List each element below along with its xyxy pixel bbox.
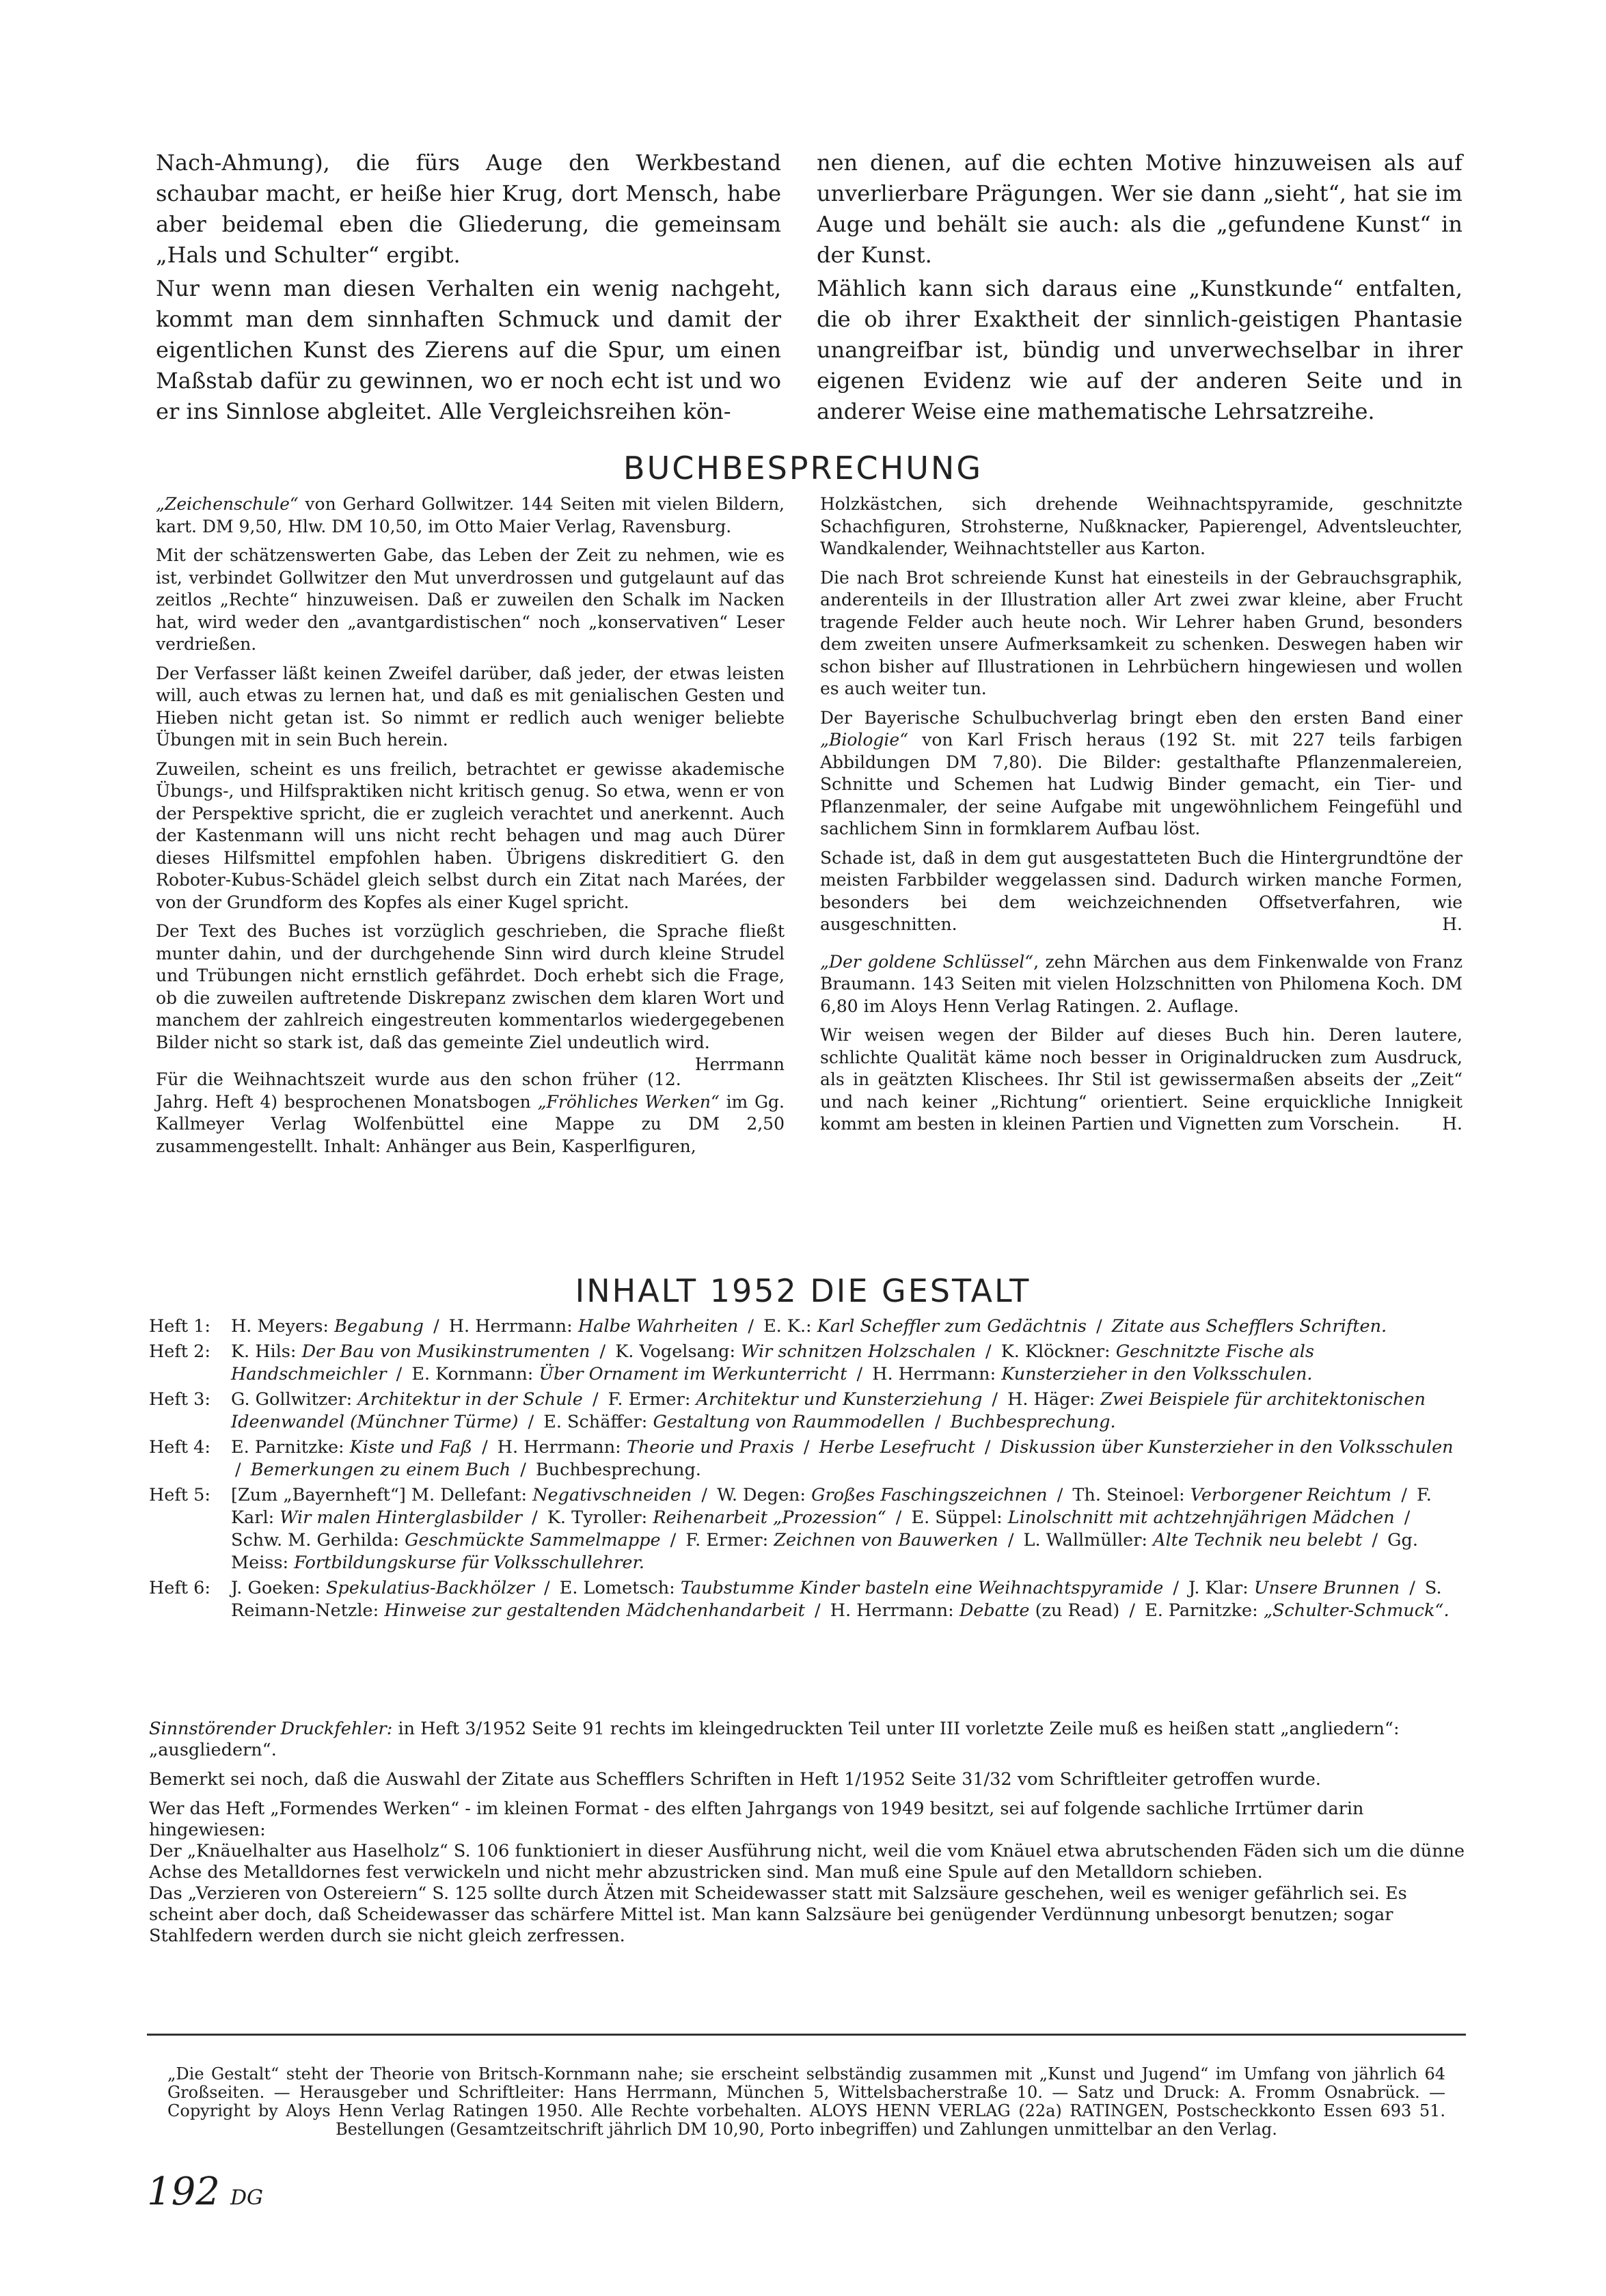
article-title: Debatte bbox=[959, 1600, 1030, 1621]
contents-item bbox=[830, 1600, 1120, 1621]
article-suffix: (zu Read) bbox=[1029, 1600, 1120, 1621]
article-title: Begabung bbox=[334, 1316, 424, 1337]
separator: / bbox=[532, 1507, 538, 1528]
footer-rule bbox=[147, 2034, 1466, 2036]
author: F. Karl: bbox=[231, 1485, 1432, 1528]
contents-item bbox=[717, 1485, 1048, 1505]
author: G. Gollwitzer: bbox=[231, 1389, 358, 1410]
separator: / bbox=[670, 1530, 677, 1550]
contents-row bbox=[149, 1341, 1468, 1386]
article-title: Taubstumme Kinder basteln eine Weihnachtspyramide bbox=[680, 1578, 1164, 1598]
author: H. Herrmann: bbox=[872, 1364, 1002, 1384]
contents-item bbox=[498, 1437, 794, 1458]
note-paragraph: Bemerkt sei noch, daß die Auswahl der Zitate aus Schefflers Schriften in Heft 1/1952 Seite 31/32 vom Schriftleiter getroffen wurde. bbox=[149, 1769, 1321, 1790]
author: Schw. M. Gerhilda: bbox=[231, 1530, 405, 1550]
heft-label: Heft 4: bbox=[149, 1437, 210, 1458]
page-number-block bbox=[147, 2170, 263, 2214]
separator: / bbox=[1057, 1485, 1063, 1505]
contents-item bbox=[1188, 1578, 1400, 1598]
separator: / bbox=[1007, 1530, 1014, 1550]
contents-item bbox=[231, 1578, 534, 1598]
signature: Herrmann bbox=[694, 1054, 785, 1074]
contents-item bbox=[1001, 1437, 1454, 1458]
review-entry: Für die Weihnachtszeit wurde aus den schon früher (12. Jahrg. Heft 4) besprochenen Monatsbogen „Fröhliches Werken“ im Gg. Kallmeyer Verlag Wolfenbüttel eine Mappe zu DM 2,50 zusammengestellt. Inhalt: Anhänger aus Bein, Kasperlfiguren, bbox=[156, 1069, 785, 1156]
note-paragraph: Das „Verzieren von Ostereiern“ S. 125 sollte durch Ätzen mit Scheidewasser statt mit Salzsäure geschehen, weil es weniger gefährlich sei. Es scheint aber doch, daß Scheidewasser das schärfere Mittel ist. Man kann Salzsäure bei genügender Verdünnung unbesorgt benutzen; sogar Stahlfedern werden durch sie nicht gleich zerfressen. bbox=[149, 1883, 1407, 1946]
article-title: Zwei Beispiele für architektonischen Ideenwandel (Münchner Türme) bbox=[231, 1389, 1426, 1432]
contents-item bbox=[231, 1437, 472, 1458]
article-title: Buchbesprechung. bbox=[950, 1412, 1116, 1432]
contents-item bbox=[1072, 1485, 1391, 1505]
article-title: Theorie und Praxis bbox=[626, 1437, 794, 1458]
section-heading-buchbesprechung: BUCHBESPRECHUNG bbox=[623, 450, 983, 487]
contents-item bbox=[819, 1437, 975, 1458]
book-title: „Zeichenschule“ bbox=[156, 494, 299, 514]
contents-item bbox=[1112, 1316, 1387, 1337]
article-title: Geschmückte Sammelmappe bbox=[405, 1530, 661, 1550]
author: W. Degen: bbox=[717, 1485, 812, 1505]
contents-item bbox=[231, 1389, 583, 1410]
section-heading-inhalt: INHALT 1952 DIE GESTALT bbox=[575, 1272, 1031, 1309]
heft-label: Heft 1: bbox=[149, 1316, 210, 1337]
contents-row bbox=[149, 1315, 1468, 1338]
heft-label: Heft 2: bbox=[149, 1341, 210, 1362]
contents-item bbox=[251, 1460, 511, 1480]
separator: / bbox=[544, 1578, 550, 1598]
contents-row bbox=[149, 1484, 1468, 1574]
author: J. Klar: bbox=[1188, 1578, 1254, 1598]
author: K. Tyroller: bbox=[547, 1507, 653, 1528]
article-title: Wir malen Hinterglasbilder bbox=[280, 1507, 523, 1528]
review-entry: „Der goldene Schlüssel“, zehn Märchen aus dem Finkenwalde von Franz Braumann. 143 Seiten mit vielen Holzschnitten von Philomena Koch. DM 6,80 im Aloys Henn Verlag Ratingen. 2. Auflage. bbox=[820, 951, 1462, 1016]
separator: / bbox=[1129, 1600, 1135, 1621]
separator: / bbox=[748, 1316, 754, 1337]
article-title: Architektur und Kunsterziehung bbox=[696, 1389, 983, 1410]
review-paragraph: Der Verfasser läßt keinen Zweifel darüber, daß jeder, der etwas leisten will, auch etwas zu lernen hat, und daß es mit genialischen Gesten und Hieben nicht getan ist. So nimmt er redlich auch weniger beliebte Übungen mit in sein Buch herein. bbox=[156, 663, 785, 750]
contents-item bbox=[411, 1364, 847, 1384]
separator: / bbox=[992, 1389, 998, 1410]
author: E. Lometsch: bbox=[559, 1578, 681, 1598]
author: K. Vogelsang: bbox=[615, 1341, 741, 1362]
article-title: Zeichnen von Bauwerken bbox=[774, 1530, 998, 1550]
review-right-column bbox=[820, 493, 1462, 1136]
journal-abbrev: DG bbox=[230, 2186, 264, 2210]
article-title: Diskussion über Kunsterzieher in den Volksschulen bbox=[1000, 1437, 1454, 1458]
separator: / bbox=[934, 1412, 941, 1432]
article-title: Linolschnitt mit achtzehnjährigen Mädchen bbox=[1007, 1507, 1395, 1528]
article-title: Halbe Wahrheiten bbox=[577, 1316, 739, 1337]
author: Th. Steinoel: bbox=[1072, 1485, 1190, 1505]
contents-item bbox=[231, 1485, 692, 1505]
separator: / bbox=[592, 1389, 599, 1410]
body-paragraph: nen dienen, auf die echten Motive hinzuweisen als auf unverlierbare Prägungen. Wer sie dann „sieht“, hat sie im Auge und behält sie auch: als die „gefundene Kunst“ in der Kunst. bbox=[817, 150, 1462, 268]
article-title: Kiste und Faß bbox=[349, 1437, 472, 1458]
separator: / bbox=[1173, 1578, 1180, 1598]
separator: / bbox=[815, 1600, 821, 1621]
note-title: Sinnstörender Druckfehler: bbox=[149, 1719, 393, 1739]
book-title: „Biologie“ bbox=[820, 730, 908, 750]
review-entry: Der Bayerische Schulbuchverlag bringt eben den ersten Band einer „Biologie“ von Karl Frisch heraus (192 St. mit 227 teils farbigen Abbildungen DM 7,80). Die Bilder: gestalthafte Pflanzenmalereien, Schnitte und Schemen hat Ludwig Binder gemacht, ein Tier- und Pflanzenmaler, der seine Aufgabe mit ungewöhnlichem Feingefühl und sachlichem Sinn in formklarem Aufbau löst. bbox=[820, 707, 1462, 838]
contents-list bbox=[149, 1315, 1468, 1625]
author: E. Kornmann: bbox=[411, 1364, 539, 1384]
body-paragraph: Nach-Ahmung), die fürs Auge den Werkbestand schaubar macht, er heiße hier Krug, dort Mensch, habe aber beidemal eben die Gliederung, die gemeinsam „Hals und Schulter“ ergibt. bbox=[156, 150, 781, 268]
article-title: Reihenarbeit „Prozession“ bbox=[653, 1507, 886, 1528]
contents-item bbox=[608, 1389, 983, 1410]
imprint: „Die Gestalt“ steht der Theorie von Britsch-Kornmann nahe; sie erscheint selbständig zusammen mit „Kunst und Jugend“ im Umfang von jährlich 64 Großseiten. — Herausgeber und Schriftleiter: Hans Herrmann, München 5, Wittelsbacherstraße 10. — Satz und Druck: A. Fromm Osnabrück. — Copyright by Aloys Henn Verlag Ratingen 1950. Alle Rechte vorbehalten. ALOYS HENN VERLAG (22a) RATINGEN, Postscheckkonto Essen 693 51. Bestellungen (Gesamtzeitschrift jährlich DM 10,90, Porto inbegriffen) und Zahlungen unmittelbar an den Verlag. bbox=[167, 2064, 1445, 2139]
review-paragraph: Mit der schätzenswerten Gabe, das Leben der Zeit zu nehmen, wie es ist, verbindet Gollwitzer den Mut unverdrossen und gutgelaunt auf das zeitlos „Rechte“ hinzuweisen. Daß er zuweilen den Schalk im Nacken hat, wird weder den „avantgardistischen“ noch „konservativen“ Leser verdrießen. bbox=[156, 545, 785, 654]
body-paragraph: Nur wenn man diesen Verhalten ein wenig nachgeht, kommt man dem sinnhaften Schmuck und damit der eigentlichen Kunst des Zierens auf die Spur, um einen Maßstab dafür zu gewinnen, wo er noch echt ist und wo er ins Sinnlose abgleitet. Alle Vergleichsreihen kön- bbox=[156, 275, 781, 424]
contents-item bbox=[872, 1364, 1312, 1384]
article-title: Geschnitzte Fische als Handschmeichler bbox=[231, 1341, 1314, 1384]
heft-label: Heft 6: bbox=[149, 1578, 210, 1598]
article-title: Zitate aus Schefflers Schriften. bbox=[1111, 1316, 1387, 1337]
article-title: Unsere Brunnen bbox=[1253, 1578, 1400, 1598]
body-paragraph: Mählich kann sich daraus eine „Kunstkunde“ entfalten, die ob ihrer Exaktheit der sinnlich-geistigen Phantasie unangreifbar ist, bündig und unverwechselbar in ihrer eigenen Evidenz wie auf der anderen Seite und in anderer Weise eine mathematische Lehrsatzreihe. bbox=[817, 275, 1462, 424]
review-paragraph: Der Text des Buches ist vorzüglich geschrieben, die Sprache fließt munter dahin, und der durchgehende Sinn wird durch kleine Strudel und Trübungen nicht ernstlich gefährdet. Doch erhebt sich die Frage, ob die zuweilen auftretende Diskrepanz zwischen dem klaren Wort und manchem der zahlreich eingestreuten kommentarlos wiedergegebenen Bilder nicht so stark ist, daß das gemeinte Ziel undeutlich wird. Herrmann bbox=[156, 920, 785, 1054]
book-title: „Fröhliches Werken“ bbox=[537, 1091, 720, 1112]
contents-row bbox=[149, 1436, 1468, 1481]
author: L. Wallmüller: bbox=[1023, 1530, 1154, 1550]
note-paragraph: Der „Knäuelhalter aus Haselholz“ S. 106 funktioniert in dieser Ausführung nicht, weil die vom Knäuel etwa abrutschenden Fäden sich um die dünne Achse des Metalldornes fest verwickeln und nicht mehr abzustricken sind. Man muß eine Spule auf den Metalldorn schieben. bbox=[149, 1841, 1465, 1883]
author: S. Reimann-Netzle: bbox=[231, 1578, 1442, 1621]
separator: / bbox=[701, 1485, 707, 1505]
review-paragraph: Holzkästchen, sich drehende Weihnachtspyramide, geschnitzte Schachfiguren, Strohsterne, Nußknacker, Papierengel, Adventsleuchter, Wandkalender, Weihnachtsteller aus Karton. bbox=[820, 494, 1462, 558]
separator: / bbox=[1372, 1530, 1378, 1550]
author: H. Herrmann: bbox=[497, 1437, 627, 1458]
note-paragraph: Sinnstörender Druckfehler: in Heft 3/1952 Seite 91 rechts im kleingedruckten Teil unter III vorletzte Zeile muß es heißen statt „angliedern“: „ausgliedern“. bbox=[149, 1719, 1400, 1760]
article-title: Verborgener Reichtum bbox=[1190, 1485, 1392, 1505]
top-left-column bbox=[156, 148, 781, 427]
author: E. Parnitzke: bbox=[1145, 1600, 1264, 1621]
article-title: Kunsterzieher in den Volksschulen. bbox=[1001, 1364, 1313, 1384]
author: E. Parnitzke: bbox=[231, 1437, 350, 1458]
article-title: Alte Technik neu belebt bbox=[1153, 1530, 1363, 1550]
top-right-column bbox=[817, 148, 1462, 427]
author: H. Meyers: bbox=[231, 1316, 335, 1337]
review-entry: „Zeichenschule“ von Gerhard Gollwitzer. 144 Seiten mit vielen Bildern, kart. DM 9,50, Hlw. DM 10,50, im Otto Maier Verlag, Ravensburg. bbox=[156, 494, 785, 536]
separator: / bbox=[803, 1437, 810, 1458]
contents-item bbox=[231, 1530, 661, 1550]
article-title: Fortbildungskurse für Volksschullehrer. bbox=[294, 1553, 644, 1573]
contents-item bbox=[1024, 1530, 1363, 1550]
contents-item bbox=[763, 1316, 1087, 1337]
author: Gg. Meiss: bbox=[231, 1530, 1418, 1573]
article-title: Herbe Lesefrucht bbox=[819, 1437, 975, 1458]
separator: / bbox=[985, 1341, 992, 1362]
author: H. Herrmann: bbox=[448, 1316, 578, 1337]
author: [Zum „Bayernheft“] M. Dellefant: bbox=[231, 1485, 533, 1505]
author: J. Goeken: bbox=[231, 1578, 326, 1598]
author: E. Schäffer: bbox=[543, 1412, 653, 1432]
author: F. Ermer: bbox=[685, 1530, 774, 1550]
contents-item bbox=[951, 1412, 1116, 1432]
author: Buchbesprechung. bbox=[535, 1460, 701, 1480]
contents-item bbox=[911, 1507, 1394, 1528]
book-title: „Der goldene Schlüssel“ bbox=[820, 951, 1034, 972]
page-number: 192 bbox=[147, 2170, 220, 2214]
contents-item bbox=[231, 1341, 590, 1362]
separator: / bbox=[396, 1364, 403, 1384]
signature: H. bbox=[1442, 914, 1462, 934]
review-paragraph: Wir weisen wegen der Bilder auf dieses Buch hin. Deren lautere, schlichte Qualität käme noch besser in Originaldrucken zum Ausdruck, als in geätzten Klischees. Ihr Stil ist gewissermaßen abseits der „Zeit“ und nach keiner „Richtung“ orientiert. Seine erquickliche Innigkeit kommt am besten in kleinen Partien und Vignetten zum Vorschein. H. bbox=[820, 1024, 1462, 1136]
heft-label: Heft 3: bbox=[149, 1389, 210, 1410]
heft-label: Heft 5: bbox=[149, 1485, 210, 1505]
contents-item bbox=[547, 1507, 886, 1528]
author: H. Herrmann: bbox=[830, 1600, 959, 1621]
contents-item bbox=[536, 1460, 701, 1480]
contents-item bbox=[1145, 1600, 1450, 1621]
review-paragraph: Die nach Brot schreiende Kunst hat einesteils in der Gebrauchsgraphik, anderenteils in der Illustration aller Art zwei zwar kleine, aber Frucht tragende Felder auch heute noch. Wir Lehrer haben Grund, besonders dem zweiten unsere Aufmerksamkeit zu schenken. Deswegen haben wir schon bisher auf Illustrationen in Lehrbüchern hingewiesen und wollen es auch weiter tun. bbox=[820, 567, 1462, 698]
author: E. K.: bbox=[763, 1316, 817, 1337]
contents-row bbox=[149, 1577, 1468, 1622]
separator: / bbox=[520, 1460, 526, 1480]
article-title: Über Ornament im Werkunterricht bbox=[539, 1364, 847, 1384]
contents-item bbox=[615, 1341, 976, 1362]
separator: / bbox=[1401, 1485, 1407, 1505]
article-title: Karl Scheffler zum Gedächtnis bbox=[817, 1316, 1087, 1337]
article-title: Bemerkungen zu einem Buch bbox=[250, 1460, 511, 1480]
note-paragraph: Wer das Heft „Formendes Werken“ - im kleinen Format - des elften Jahrgangs von 1949 besitzt, sei auf folgende sachliche Irrtümer darin hingewiesen: bbox=[149, 1799, 1364, 1840]
signature: H. bbox=[1442, 1114, 1462, 1134]
contents-item bbox=[543, 1412, 925, 1432]
separator: / bbox=[1404, 1507, 1411, 1528]
separator: / bbox=[482, 1437, 488, 1458]
separator: / bbox=[1096, 1316, 1102, 1337]
author: H. Häger: bbox=[1007, 1389, 1101, 1410]
separator: / bbox=[1409, 1578, 1415, 1598]
author: F. Ermer: bbox=[608, 1389, 696, 1410]
contents-row bbox=[149, 1389, 1468, 1434]
article-title: „Schulter-Schmuck“. bbox=[1263, 1600, 1450, 1621]
article-title: Großes Faschingszeichnen bbox=[811, 1485, 1048, 1505]
review-paragraph: Zuweilen, scheint es uns freilich, betrachtet er gewisse akademische Übungs-, und Hilfspraktiken nicht kritisch genug. So etwa, wenn er von der Perspektive spricht, die er zugleich verachtet und anerkennt. Auch der Kastenmann will uns nicht recht behagen und mag auch Dürer dieses Hilfsmittel empfohlen haben. Übrigens diskreditiert G. den Roboter-Kubus-Schädel gleich selbst durch ein Zitat nach Marées, der von der Grundform des Kopfes als einer Kugel spricht. bbox=[156, 758, 785, 912]
author: K. Klöckner: bbox=[1001, 1341, 1116, 1362]
separator: / bbox=[528, 1412, 534, 1432]
separator: / bbox=[433, 1316, 439, 1337]
contents-item bbox=[685, 1530, 998, 1550]
separator: / bbox=[856, 1364, 863, 1384]
article-title: Spekulatius-Backhölzer bbox=[325, 1578, 534, 1598]
contents-item bbox=[560, 1578, 1164, 1598]
article-title: Architektur in der Schule bbox=[357, 1389, 583, 1410]
article-title: Wir schnitzen Holzschalen bbox=[741, 1341, 976, 1362]
separator: / bbox=[984, 1437, 991, 1458]
contents-item bbox=[231, 1316, 424, 1337]
article-title: Hinweise zur gestaltenden Mädchenhandarbeit bbox=[384, 1600, 805, 1621]
separator: / bbox=[599, 1341, 606, 1362]
review-paragraph: Schade ist, daß in dem gut ausgestatteten Buch die Hintergrundtöne der meisten Farbbilder weggelassen sind. Dadurch wirken manche Formen, besonders bei dem weichzeichnenden Offsetverfahren, wie ausgeschnitten. H. bbox=[820, 847, 1462, 936]
article-title: Der Bau von Musikinstrumenten bbox=[301, 1341, 590, 1362]
article-title: Negativschneiden bbox=[532, 1485, 692, 1505]
article-title: Gestaltung von Raummodellen bbox=[653, 1412, 925, 1432]
separator: / bbox=[235, 1460, 241, 1480]
review-left-column bbox=[156, 493, 785, 1158]
contents-item bbox=[449, 1316, 738, 1337]
author: E. Süppel: bbox=[911, 1507, 1008, 1528]
notes-section bbox=[149, 1719, 1468, 1947]
separator: / bbox=[895, 1507, 902, 1528]
author: K. Hils: bbox=[231, 1341, 302, 1362]
